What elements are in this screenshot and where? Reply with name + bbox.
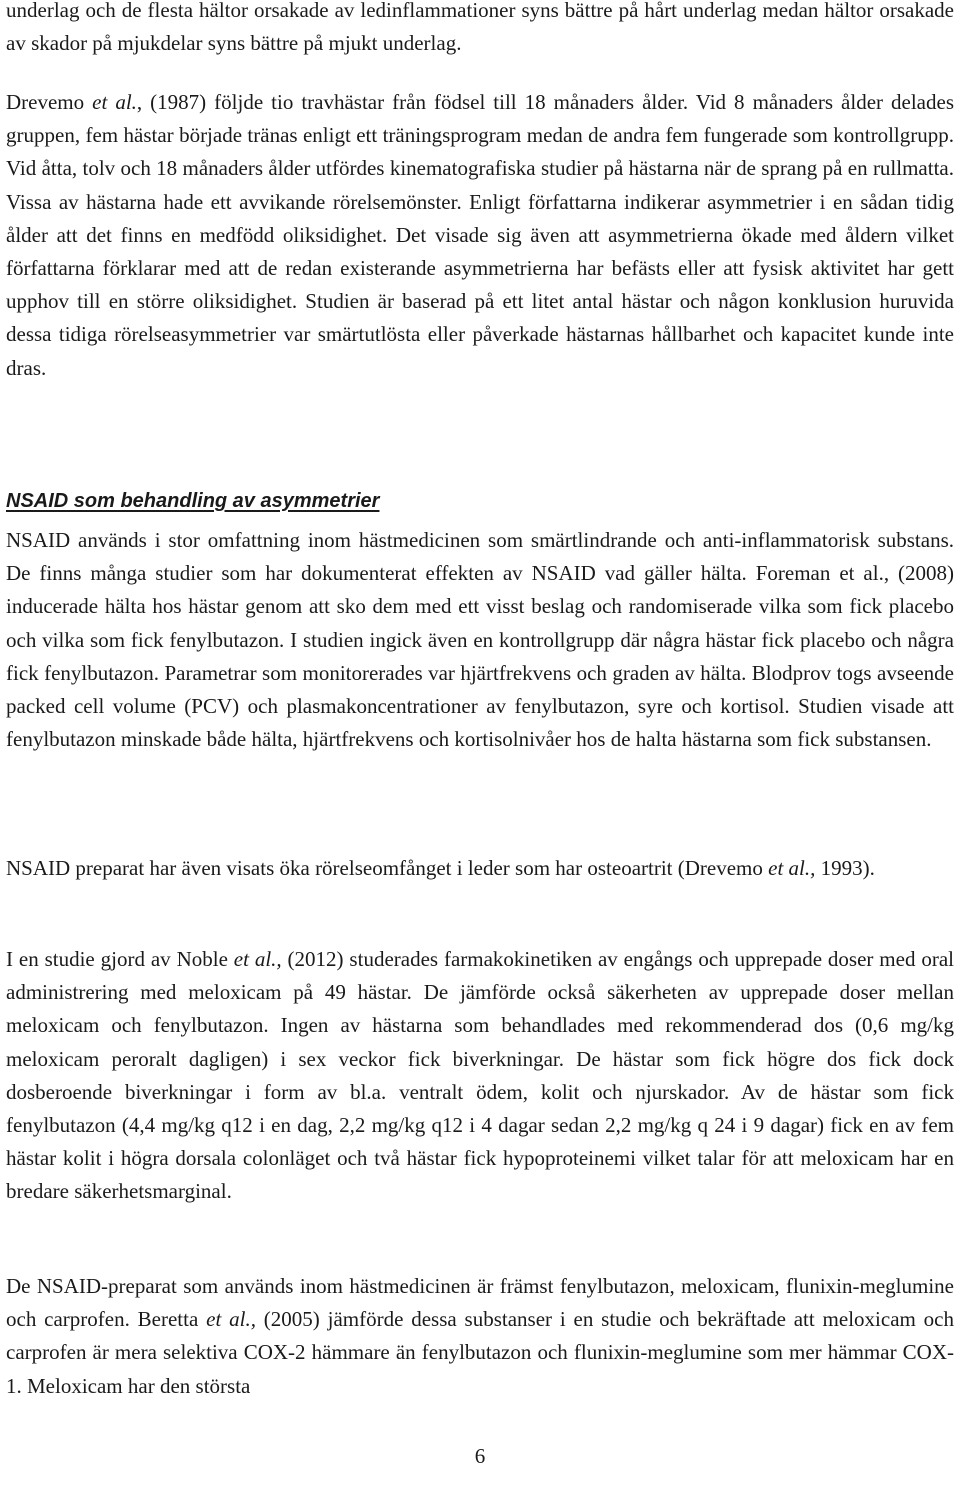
paragraph-text — [6, 1270, 954, 1403]
paragraph-text: NSAID används i stor omfattning inom hästmedicinen som smärtlindrande och anti-inflammatorisk substans. De finns många studier som har dokumenterat effekten av NSAID vad gäller hälta. Foreman et al., (2008) inducerade hälta hos hästar genom att sko dem med ett visst beslag och randomiserade vilka som fick placebo och vilka som fick fenylbutazon. I studien ingick även en kontrollgrupp där några hästar fick placebo och några fick fenylbutazon. Parametrar som monitorerades var hjärtfrekvens och graden av hälta. Blodprov togs avseende packed cell volume (PCV) och plasmakoncentrationer av fenylbutazon, syre och kortisol. Studien visade att fenylbutazon minskade både hälta, hjärtfrekvens och kortisolnivåer hos de halta hästarna som fick substansen. — [6, 528, 954, 752]
paragraph-noble — [6, 943, 954, 1209]
paragraph-nsaid-preparat — [6, 1270, 954, 1403]
paragraph-drevemo — [6, 86, 954, 385]
paragraph-body: (2012) studerades farmakokinetiken av engångs och upprepade doser med oral administrering med meloxicam på 49 hästar. De jämförde också säkerheten av upprepade doser mellan meloxicam och fenylbutazon. Ingen av hästarna som behandlades med rekommenderad dos (0,6 mg/kg meloxicam peroralt dagligen) i sex veckor fick biverkningar. De hästar som fick högre dos fick dock dosberoende biverkningar i form av bl.a. ventralt ödem, kolit och njurskador. Av de hästar som fick fenylbutazon (4,4 mg/kg q12 i en dag, 2,2 mg/kg q12 i 4 dagar sedan 2,2 mg/kg q 24 i 9 dagar) fick en av fem hästar kolit i högra dorsala colonläget och två hästar fick hypoproteinemi vilket talar för att meloxicam har en bredare säkerhetsmarginal. — [6, 947, 954, 1204]
paragraph-text — [6, 852, 954, 885]
et-al-citation: et al., — [768, 856, 816, 880]
paragraph-body: (2005) jämförde dessa substanser i en studie och bekräftade att meloxicam och carprofen är mera selektiva COX-2 hämmare än fenylbutazon och flunixin-meglumine som mer hämmar COX-1. Meloxicam har den största — [6, 1307, 955, 1398]
paragraph-text: underlag och de flesta hältor orsakade av ledinflammationer syns bättre på hårt underlag medan hältor orsakade av skador på mjukdelar syns bättre på mjukt underlag. — [6, 0, 954, 56]
citation-year: 1993). — [815, 856, 875, 880]
et-al-citation: et al., — [206, 1307, 256, 1332]
et-al-citation: et al. — [92, 90, 137, 114]
paragraph-continued — [6, 0, 954, 60]
paragraph-nsaid — [6, 524, 954, 756]
paragraph-start: De NSAID-preparat som används inom hästmedicinen är främst fenylbutazon, meloxicam, flunixin-meglumine och carprofen. Beretta — [6, 1274, 954, 1332]
paragraph-start: I en studie gjord av Noble — [6, 947, 234, 971]
section-heading: NSAID som behandling av asymmetrier — [6, 490, 380, 512]
page-number: 6 — [474, 1444, 486, 1468]
paragraph-text — [6, 943, 954, 1209]
paragraph-body: NSAID preparat har även visats öka rörelseomfånget i leder som har osteoartrit (Drevemo — [6, 856, 769, 880]
author-name: Drevemo — [6, 90, 93, 114]
paragraph-osteoartrit — [6, 852, 954, 885]
paragraph-body: , (1987) följde tio travhästar från födsel till 18 månaders ålder. Vid 8 månaders ålder delades gruppen, fem hästar började tränas enligt ett träningsprogram medan de andra fem fungerade som kontrollgrupp. Vid åtta, tolv och 18 månaders ålder utfördes kinematografiska studier på hästarna när de sprang på en rullmatta. Vissa av hästarna hade ett avvikande rörelsemönster. Enligt författarna indikerar asymmetrier i en sådan tidig ålder att det finns en medfödd oliksidighet. Det visade sig även att asymmetrierna ökade med åldern vilket författarna förklarar med att de redan existerande asymmetrierna har befästs eller att fysisk aktivitet har gett upphov till en större oliksidighet. Studien är baserad på ett litet antal hästar och någon konklusion huruvida dessa tidiga rörelseasymmetrier var smärtutlösta eller påverkade hästarnas hållbarhet och kapacitet kunde inte dras. — [6, 90, 954, 380]
paragraph-text — [6, 86, 954, 385]
et-al-citation: et al., — [233, 947, 282, 971]
